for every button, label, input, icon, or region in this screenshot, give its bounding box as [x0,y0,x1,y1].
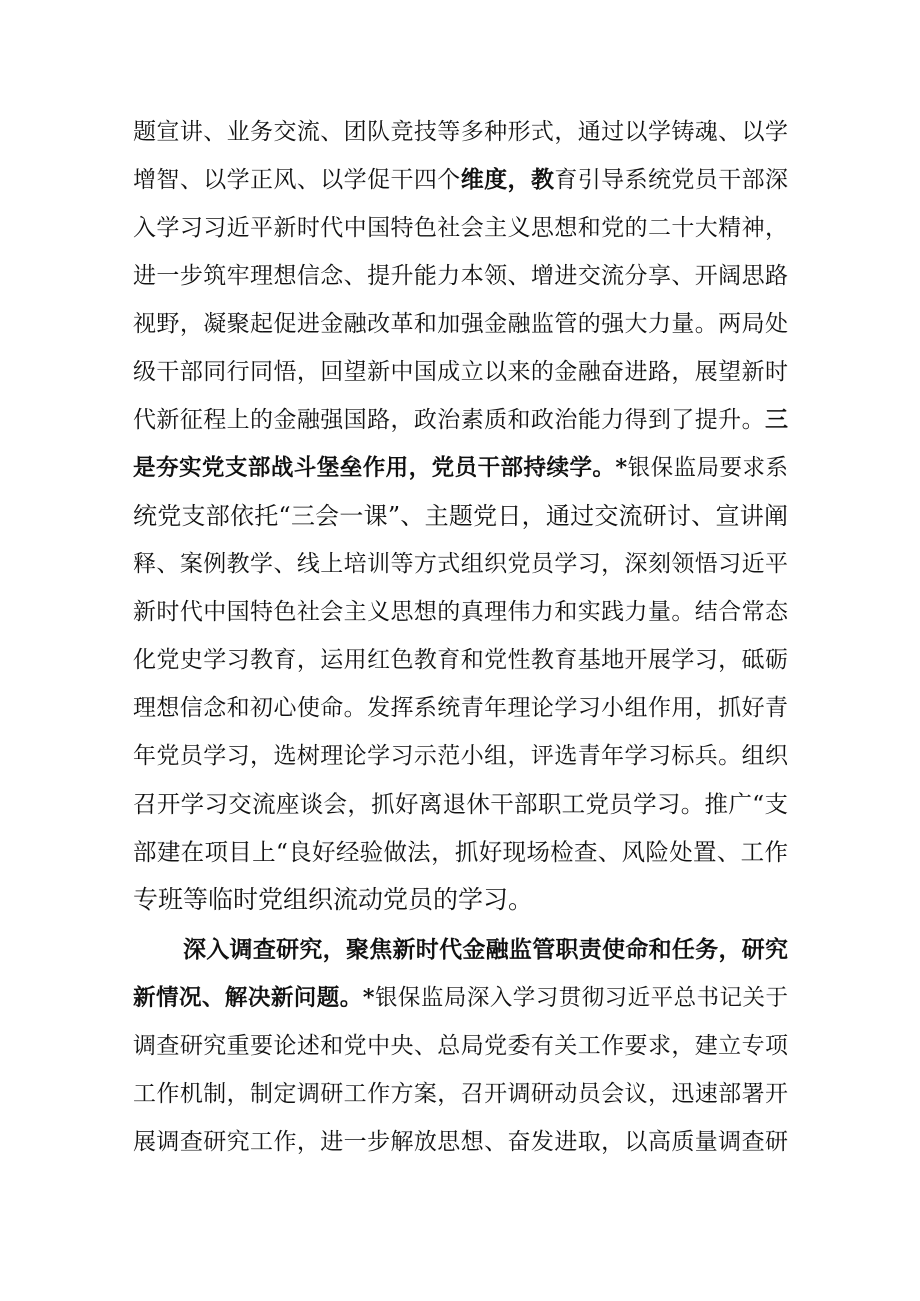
text-line [133,348,788,396]
text-line [133,396,788,444]
text-line [133,444,788,492]
text-segment: 题宣讲、业务交流、团队竞技等多种形式，通过以学铸魂、以学 [133,119,788,145]
text-line [133,684,788,732]
text-line [133,492,788,540]
bold-text-segment: 新情况、解决新问题。* [133,985,375,1011]
text-segment: 理想信念和初心使命。发挥系统青年理论学习小组作用，抓好青 [133,695,788,721]
text-segment: 入学习习近平新时代中国特色社会主义思想和党的二十大精神， [133,215,788,241]
text-segment: 育引导系统党员干部深 [554,167,788,193]
text-segment: 银保监局深入学习贯彻习近平总书记关于 [374,985,788,1011]
text-line [133,1118,788,1166]
text-line [133,1022,788,1070]
text-segment: 统党支部依托“三会一课”、主题党日，通过交流研讨、宣讲阐 [133,502,788,530]
text-line [133,876,788,924]
text-line [133,156,788,204]
text-segment: 专班等临时党组织流动党员的学习。 [133,885,534,914]
text-line [133,108,788,156]
text-line [133,204,788,252]
text-line [133,732,788,780]
text-segment: 展调查研究工作，进一步解放思想、奋发进取，以高质量调查研 [133,1129,788,1155]
text-segment: 视野，凝聚起促进金融改革和加强金融监管的强大力量。两局处 [133,311,788,337]
text-line [133,540,788,588]
text-segment: 调查研究重要论述和党中央、总局党委有关工作要求，建立专项 [133,1033,788,1059]
text-segment: 年党员学习，选树理论学习示范小组，评选青年学习标兵。组织 [133,743,788,769]
bold-text-segment: 是夯实党支部战斗堡垒作用，党员干部持续学。* [133,455,628,481]
text-segment: 化党史学习教育，运用红色教育和党性教育基地开展学习，砥砺 [133,647,788,673]
text-line [133,588,788,636]
text-segment: 银保监局要求系 [627,455,788,481]
text-segment: 释、案例教学、线上培训等方式组织党员学习，深刻领悟习近平 [133,551,788,577]
text-line [133,252,788,300]
text-segment: 进一步筑牢理想信念、提升能力本领、增进交流分享、开阔思路 [133,263,788,289]
text-line [133,1070,788,1118]
text-line [133,974,788,1022]
text-segment: 部建在项目上“良好经验做法，抓好现场检查、风险处置、工作 [133,838,788,866]
text-line [133,300,788,348]
text-line [133,636,788,684]
text-line [133,828,788,876]
bold-text-segment: 三 [765,406,788,433]
text-line [183,926,788,974]
text-segment: 增智、以学正风、以学促干四个 [133,167,461,193]
text-segment: 代新征程上的金融强国路，政治素质和政治能力得到了提升。 [133,407,765,433]
bold-text-segment: 维度，教 [460,166,555,193]
text-segment: 新时代中国特色社会主义思想的真理伟力和实践力量。结合常态 [133,599,788,625]
text-segment: 级干部同行同悟，回望新中国成立以来的金融奋进路，展望新时 [133,359,788,385]
text-segment: 工作机制，制定调研工作方案，召开调研动员会议，迅速部署开 [133,1081,788,1107]
text-line [133,780,788,828]
bold-text-segment: 深入调查研究，聚焦新时代金融监管职责使命和任务，研究 [183,936,788,963]
text-segment: 召开学习交流座谈会，抓好离退休干部职工党员学习。推广“支 [133,790,788,818]
